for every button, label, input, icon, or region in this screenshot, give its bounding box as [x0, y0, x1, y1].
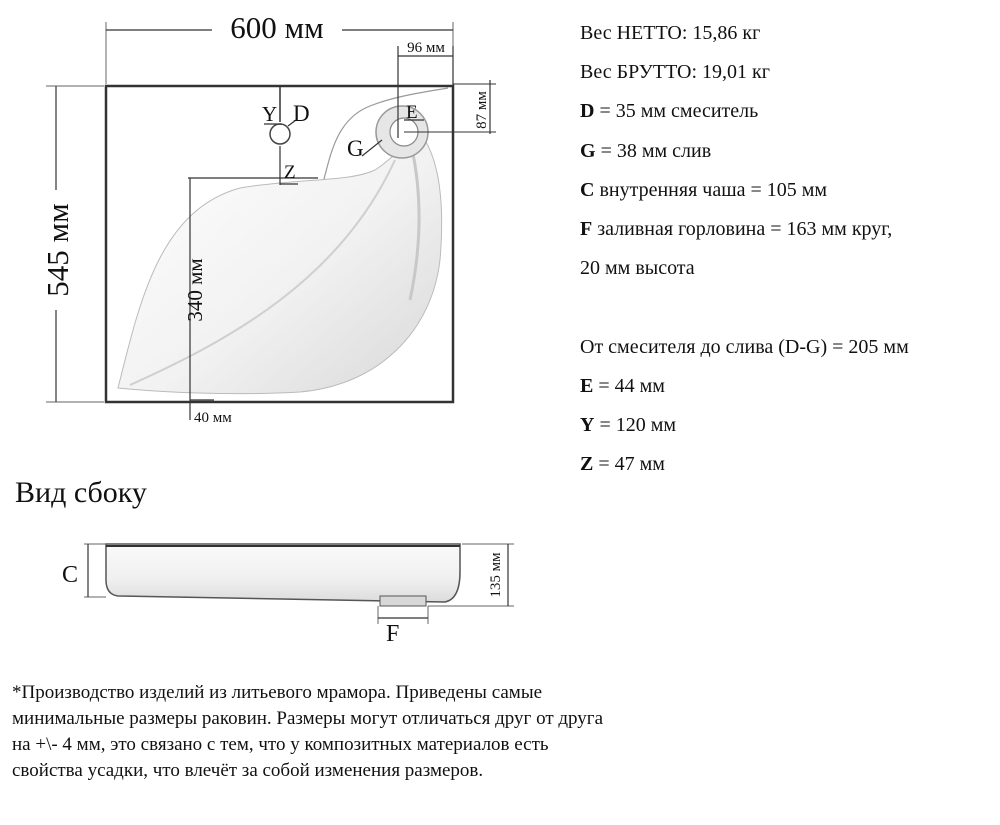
- spec-row: [580, 445, 909, 484]
- spec-row: [580, 53, 909, 92]
- spec-row: [580, 406, 909, 445]
- edge-gap-label: 40 мм: [194, 410, 232, 426]
- spec-text: = 44 мм: [593, 374, 665, 397]
- height-label: 545 мм: [40, 203, 75, 297]
- letter-y: Y: [262, 102, 278, 126]
- top-view: [40, 10, 496, 426]
- spec-row: [580, 132, 909, 171]
- bowl-depth-label: 340 мм: [183, 258, 207, 322]
- letter-z: Z: [284, 162, 296, 183]
- width-label: 600 мм: [230, 10, 324, 45]
- spec-row: [580, 14, 909, 53]
- mixer-edge-label: 87 мм: [474, 91, 490, 129]
- spec-row: [580, 210, 909, 249]
- side-height-label: 135 мм: [488, 552, 504, 598]
- spec-text: = 120 мм: [594, 413, 677, 436]
- spec-row: [580, 171, 909, 210]
- spec-letter: D: [580, 100, 595, 123]
- spec-text: = 38 мм слив: [595, 139, 712, 162]
- spec-letter: Y: [580, 413, 595, 436]
- spec-list: [580, 14, 909, 484]
- f-label: F: [386, 621, 400, 647]
- spec-text: 20 мм высота: [580, 257, 695, 280]
- spec-text: Вес БРУТТО: 19,01 кг: [580, 61, 770, 84]
- spec-letter: C: [580, 178, 595, 201]
- spec-row: [580, 367, 909, 406]
- side-view-title: Вид сбоку: [15, 476, 147, 509]
- spec-text: = 35 мм смеситель: [594, 100, 759, 123]
- spec-letter: G: [580, 139, 596, 162]
- spec-letter: Z: [580, 453, 594, 476]
- side-body: [106, 544, 460, 602]
- production-note: *Производство изделий из литьевого мрамора. Приведены самые минимальные размеры раковин. Размеры могут отличаться друг от друга на +\- 4 мм, это связано с тем, что у композитных материалов есть свойства усадки, что влечёт за собой изменения размеров.: [12, 682, 604, 781]
- spec-row: [580, 92, 909, 131]
- letter-d: D: [293, 101, 310, 126]
- drain-neck: [380, 596, 426, 606]
- spec-row: [580, 249, 909, 288]
- spec-text: = 47 мм: [593, 453, 665, 476]
- spec-row: [580, 328, 909, 367]
- mixer-hole: [270, 124, 290, 144]
- c-label: C: [62, 562, 79, 588]
- spec-text: внутренняя чаша = 105 мм: [594, 178, 828, 201]
- mixer-offset-label: 96 мм: [407, 40, 445, 56]
- spec-text: заливная горловина = 163 мм круг,: [592, 217, 893, 240]
- spec-letter: E: [580, 374, 594, 397]
- spec-text: Вес НЕТТО: 15,86 кг: [580, 22, 761, 44]
- letter-e: E: [406, 102, 418, 123]
- letter-g: G: [347, 136, 364, 161]
- spec-text: От смесителя до слива (D-G) = 205 мм: [580, 335, 909, 358]
- spec-letter: F: [580, 217, 593, 240]
- side-view: [62, 544, 514, 647]
- spec-row: [580, 288, 909, 327]
